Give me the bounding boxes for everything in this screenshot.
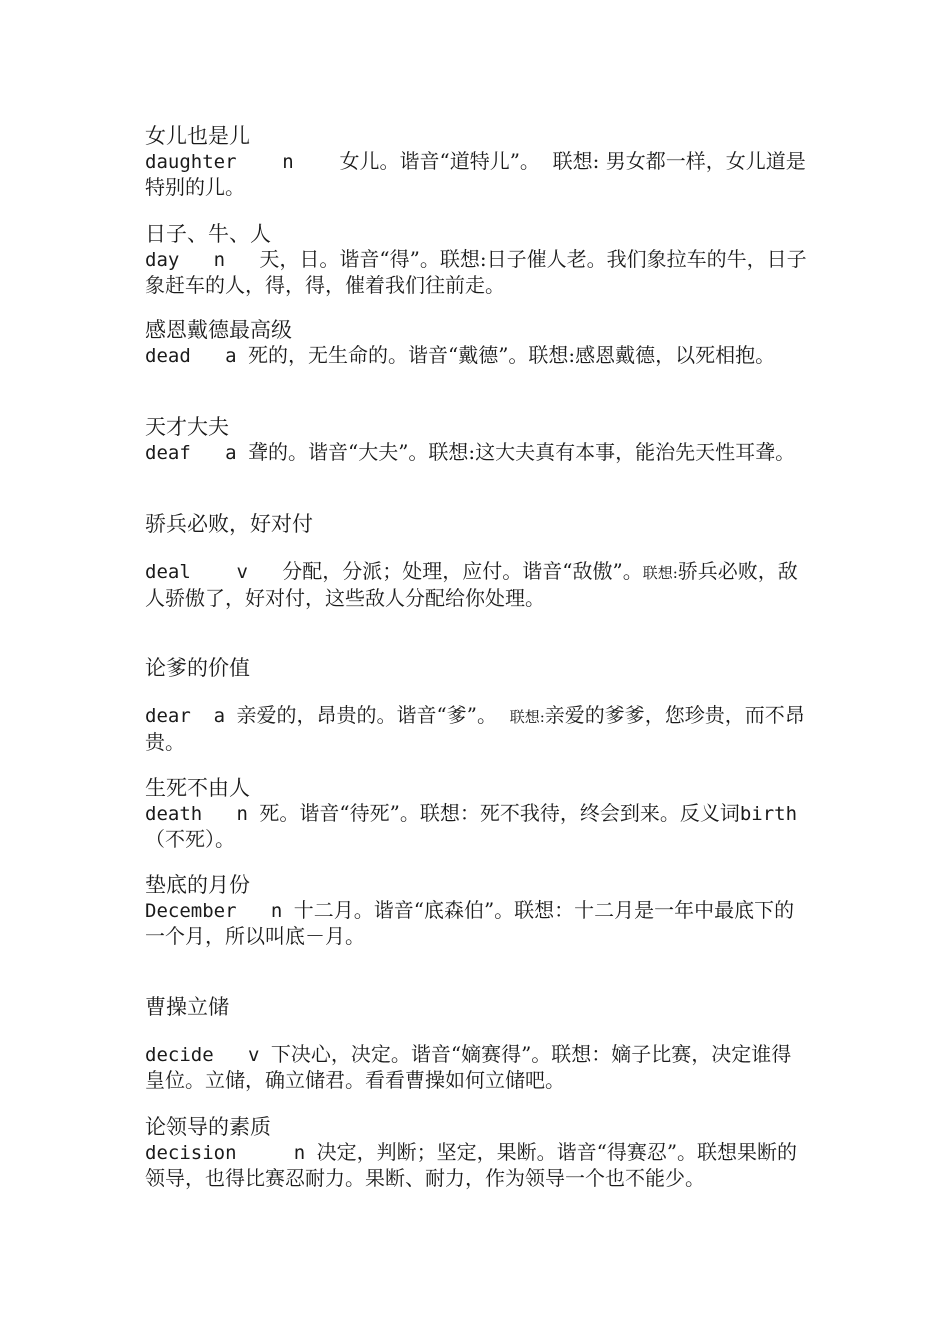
entry-word: day	[145, 249, 180, 271]
entry-text: 亲爱的，昂贵的。谐音“爹”。	[236, 703, 510, 727]
entry-definition	[145, 343, 810, 369]
entry-text: 死。谐音“待死”。联想：死不我待，终会到来。反义词	[259, 801, 740, 825]
entry-definition	[145, 801, 810, 852]
entry-pos: v	[190, 561, 283, 583]
entry-text: 十二月。谐音“底森伯”。联想：十二月是一年中最底下的一个月，所以叫底－月。	[145, 898, 795, 948]
entry-word-antonym: birth	[739, 803, 798, 825]
entry-pos: n	[179, 249, 260, 271]
entry-title: 曹操立储	[145, 995, 229, 1019]
entry-pos: a	[190, 705, 237, 727]
entry-text: （不死）。	[145, 827, 235, 851]
entry-pos: a	[190, 442, 248, 464]
entry-definition	[145, 559, 810, 611]
entry-text-small: 联想:	[642, 564, 678, 582]
vocab-entry	[145, 1115, 810, 1191]
entry-title: 论领导的素质	[145, 1115, 271, 1139]
vocab-entry	[145, 995, 810, 1093]
entry-pos: n	[236, 1142, 317, 1164]
entry-text: 聋的。谐音“大夫”。联想:这大夫真有本事，能治先天性耳聋。	[247, 440, 796, 464]
entry-text: 分配，分派；处理，应付。谐音“敌傲”。	[282, 559, 643, 583]
entry-definition	[145, 1140, 810, 1191]
entry-pos: n	[236, 151, 340, 173]
vocab-entry	[145, 318, 810, 369]
entry-title: 生死不由人	[145, 776, 250, 800]
entry-title: 天才大夫	[145, 415, 229, 439]
entry-word: death	[145, 803, 203, 825]
entry-word: December	[145, 900, 237, 922]
entry-title: 论爹的价值	[145, 656, 250, 680]
vocab-entry	[145, 776, 810, 852]
entry-pos: a	[190, 345, 248, 367]
entry-text: 亲爱的爹爹，您珍贵，而不昂贵。	[145, 703, 805, 754]
vocab-entry	[145, 124, 810, 200]
entry-text: 女儿。谐音“道特儿”。 联想: 男女都一样，女儿道是特别的儿。	[145, 149, 806, 199]
entry-word: dead	[145, 345, 191, 367]
entry-word: deal	[145, 561, 191, 583]
entry-word: decide	[145, 1044, 214, 1066]
entry-pos: v	[213, 1044, 271, 1066]
vocab-entry	[145, 873, 810, 949]
entry-title: 骄兵必败，好对付	[145, 512, 313, 536]
entry-definition	[145, 440, 810, 466]
entry-definition	[145, 1042, 810, 1093]
entry-word: dear	[145, 705, 191, 727]
entry-pos: n	[202, 803, 260, 825]
vocab-entry	[145, 415, 810, 466]
entry-definition	[145, 247, 810, 298]
entry-word: daughter	[145, 151, 237, 173]
entry-definition	[145, 149, 810, 200]
entry-title: 感恩戴德最高级	[145, 318, 292, 342]
entry-title: 女儿也是儿	[145, 124, 250, 148]
entry-text-small: 联想:	[509, 708, 545, 726]
entry-definition	[145, 898, 810, 949]
entry-text: 死的，无生命的。谐音“戴德”。联想:感恩戴德，以死相抱。	[247, 343, 776, 367]
entry-word: decision	[145, 1142, 237, 1164]
entry-title: 垫底的月份	[145, 873, 250, 897]
entry-text: 天，日。谐音“得”。联想:日子催人老。我们象拉车的牛，日子象赶车的人，得，得，催着我们往前走。	[145, 247, 807, 297]
vocab-entry	[145, 222, 810, 298]
entry-definition	[145, 703, 810, 755]
entry-title: 日子、牛、人	[145, 222, 271, 246]
entry-text: 决定，判断；坚定，果断。谐音“得赛忍”。联想果断的领导，也得比赛忍耐力。果断、耐力，作为领导一个也不能少。	[145, 1140, 798, 1190]
vocab-entry	[145, 512, 810, 611]
vocab-entry	[145, 656, 810, 755]
entry-word: deaf	[145, 442, 191, 464]
entry-text: 下决心，决定。谐音“嫡赛得”。联想：嫡子比赛，决定谁得皇位。立储，确立储君。看看曹操如何立储吧。	[145, 1042, 792, 1092]
entry-text: 骄兵必败，敌人骄傲了，好对付，这些敌人分配给你处理。	[145, 559, 798, 610]
entry-pos: n	[236, 900, 294, 922]
